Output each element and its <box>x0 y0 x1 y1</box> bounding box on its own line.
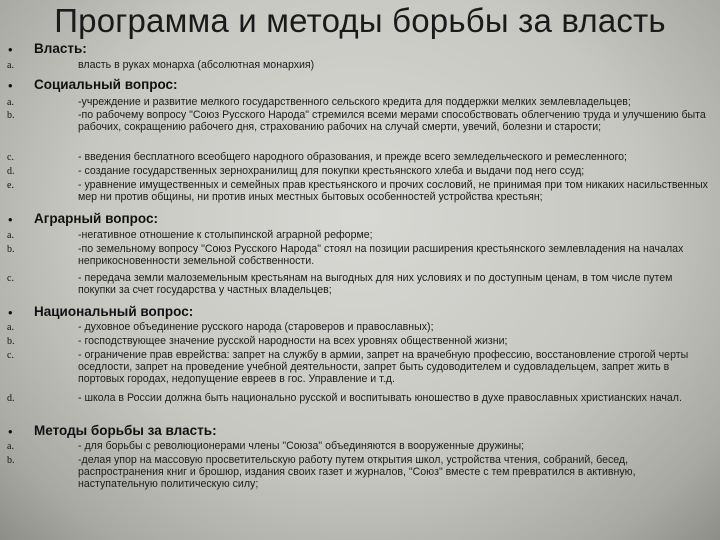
list-item: -учреждение и развитие мелкого государственного сельского кредита для поддержки мелких землевладельцев; <box>78 96 631 108</box>
item-marker: a. <box>7 230 14 241</box>
list-item: - создание государственных зернохранилищ для покупки крестьянского хлеба и выдачи под него ссуд; <box>78 165 585 177</box>
item-marker: b. <box>7 336 15 347</box>
item-marker: e. <box>7 180 14 191</box>
item-marker: a. <box>7 97 14 108</box>
list-item: -негативное отношение к столыпинской аграрной реформе; <box>78 229 373 241</box>
item-marker: d. <box>7 166 15 177</box>
list-item: - введения бесплатного всеобщего народного образования, и прежде всего земледельческого и ремесленного; <box>78 151 627 163</box>
list-item: -делая упор на массовую просветительскую работу путем открытия школ, устройства чтения, собраний, бесед, распространения книг и брошюр, издания своих газет и журналов, "Союз" вместе с тем превратился в активную, наступательную политическую силу; <box>78 454 636 491</box>
item-marker: a. <box>7 322 14 333</box>
list-item: - духовное объединение русского народа (староверов и православных); <box>78 321 434 333</box>
list-item: - для борьбы с революционерами члены "Союза" объединяются в вооруженные дружины; <box>78 440 525 452</box>
bullet-icon: • <box>8 42 13 57</box>
bullet-icon: • <box>8 212 13 227</box>
item-marker: a. <box>7 441 14 452</box>
list-item: - передача земли малоземельным крестьянам на выгодных для них условиях и по доступным ценам, в том числе путем покупки за счет государства у частных владельцев; <box>78 272 673 297</box>
section-heading: Методы борьбы за власть: <box>34 423 217 438</box>
item-marker: c. <box>7 152 14 163</box>
item-marker: d. <box>7 393 15 404</box>
page-title: Программа и методы борьбы за власть <box>54 2 666 39</box>
list-item: - ограничение прав еврейства: запрет на службу в армии, запрет на врачебную профессию, восстановление строгой черты оседлости, запрет на проведение учебной деятельности, запрет быть судоводителем и судовладельцем, запрет жить в портовых городах, недопущение евреев в гос. Управление и т.д. <box>78 349 689 386</box>
section-heading: Национальный вопрос: <box>34 304 194 319</box>
list-item: - уравнение имущественных и семейных прав крестьянского и прочих сословий, не принимая при том никаких насильственных мер ни против общины, ни против иных местных бытовых особенностей устройства крестьян; <box>78 179 708 204</box>
list-item: -по рабочему вопросу "Союз Русского Народа" стремился всеми мерами способствовать облегчению труда и улучшению быта рабочих, сокращению рабочего дня, страхованию рабочих на случай смерти, увечий, болезни и старости; <box>78 109 706 134</box>
section-heading: Аграрный вопрос: <box>34 211 158 226</box>
bullet-icon: • <box>8 424 13 439</box>
item-marker: c. <box>7 273 14 284</box>
section-heading: Социальный вопрос: <box>34 77 178 92</box>
item-marker: a. <box>7 60 14 71</box>
item-marker: b. <box>7 110 15 121</box>
list-item: власть в руках монарха (абсолютная монархия) <box>78 59 315 71</box>
item-marker: c. <box>7 350 14 361</box>
bullet-icon: • <box>8 305 13 320</box>
list-item: -по земельному вопросу "Союз Русского Народа" стоял на позиции расширения крестьянского землевладения на началах неприкосновенности земельной собственности. <box>78 243 684 268</box>
section-heading: Власть: <box>34 41 87 56</box>
item-marker: b. <box>7 244 15 255</box>
list-item: - школа в России должна быть национально русской и воспитывать юношество в духе православных христианских начал. <box>78 392 682 404</box>
item-marker: b. <box>7 455 15 466</box>
bullet-icon: • <box>8 78 13 93</box>
list-item: - господствующее значение русской народности на всех уровнях общественной жизни; <box>78 335 508 347</box>
